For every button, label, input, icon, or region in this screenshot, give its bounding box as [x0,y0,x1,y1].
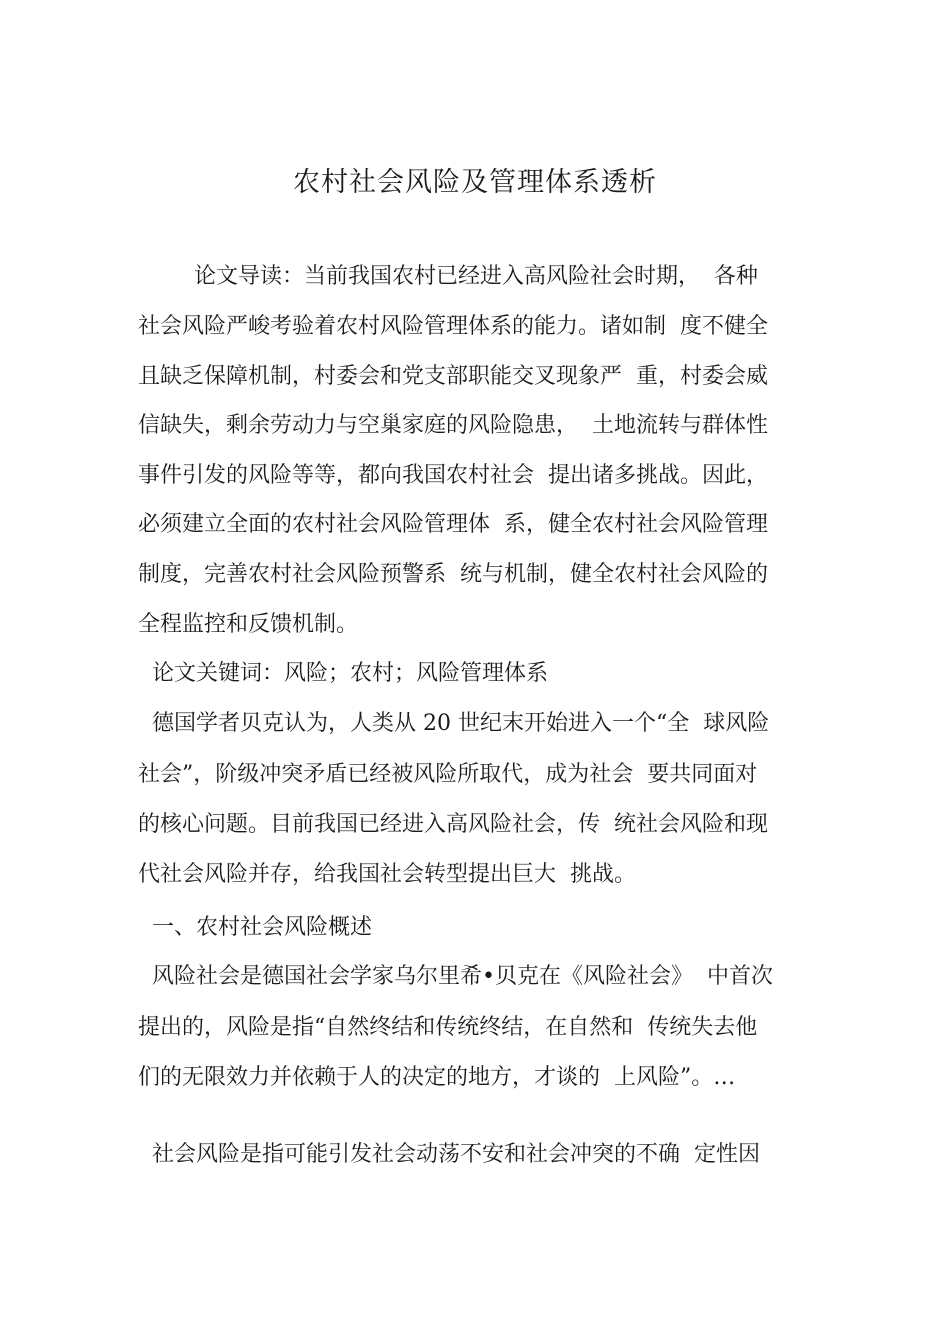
body-line: 提出的，风险是指“自然终结和传统终结，在自然和 传统失去他 [138,1015,758,1040]
body-line: 社会”，阶级冲突矛盾已经被风险所取代，成为社会 要共同面对 [138,762,758,787]
keywords-line: 论文关键词：风险；农村；风险管理体系 [138,661,548,686]
body-line: 信缺失，剩余劳动力与空巢家庭的风险隐患， 土地流转与群体性 [138,413,768,438]
body-line: 代社会风险并存，给我国社会转型提出巨大 挑战。 [138,862,636,887]
body-line: 德国学者贝克认为，人类从 20 世纪末开始进入一个“全 球风险 [138,711,770,736]
section-heading: 一、农村社会风险概述 [138,915,372,940]
body-line: 必须建立全面的农村社会风险管理体 系，健全农村社会风险管理 [138,512,768,537]
document-title: 农村社会风险及管理体系透析 [293,167,657,198]
body-line: 事件引发的风险等等，都向我国农村社会 提出诸多挑战。因此， [138,463,768,488]
body-line: 们的无限效力并依赖于人的决定的地方，才谈的 上风险”。… [138,1065,736,1090]
body-line: 社会风险是指可能引发社会动荡不安和社会冲突的不确 定性因 [138,1142,760,1167]
body-line: 社会风险严峻考验着农村风险管理体系的能力。诸如制 度不健全 [138,314,768,339]
body-line: 的核心问题。目前我国已经进入高风险社会，传 统社会风险和现 [138,812,768,837]
body-line: 制度，完善农村社会风险预警系 统与机制，健全农村社会风险的 [138,562,768,587]
body-line: 且缺乏保障机制，村委会和党支部职能交叉现象严 重，村委会威 [138,364,768,389]
body-line: 论文导读：当前我国农村已经进入高风险社会时期， 各种 [138,264,758,289]
body-line: 全程监控和反馈机制。 [138,612,359,637]
body-line: 风险社会是德国社会学家乌尔里希•贝克在《风险社会》 中首次 [138,964,773,989]
